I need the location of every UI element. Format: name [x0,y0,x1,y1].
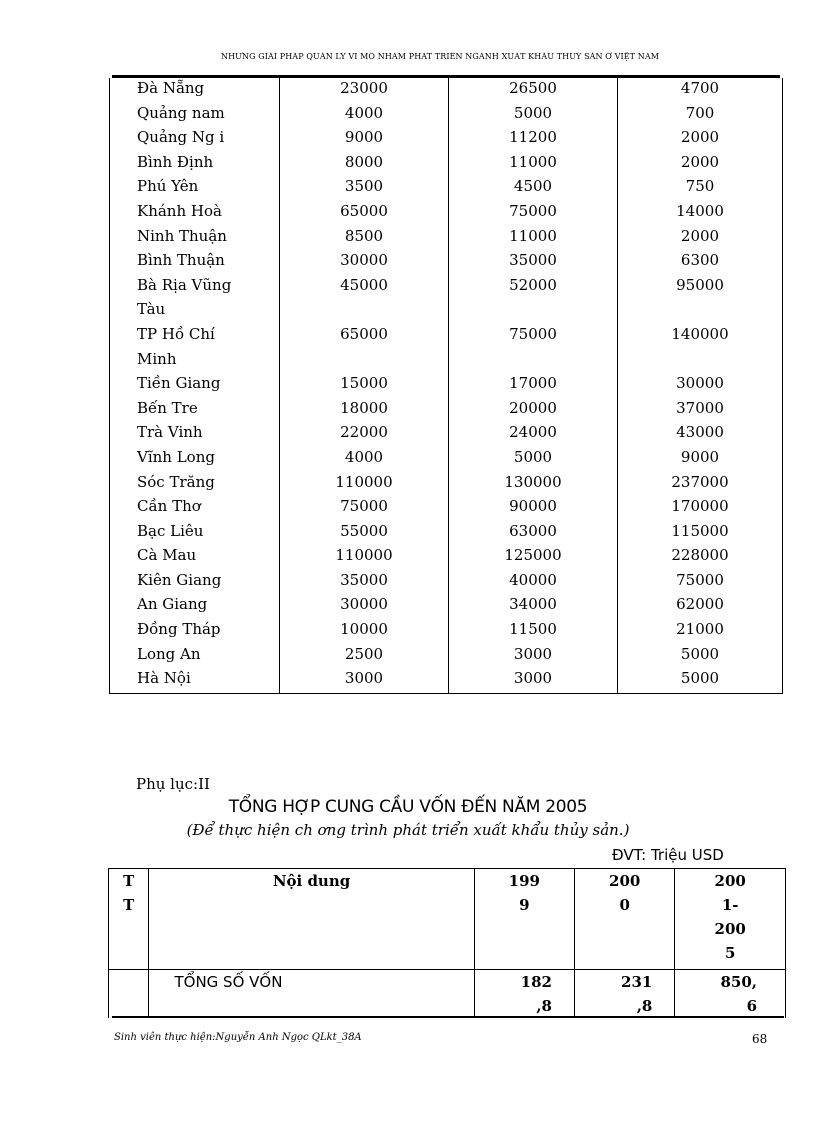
value-col-3: 21000 [618,619,783,644]
province-name: Quảng nam [110,103,280,128]
value-col-2: 11200 [449,127,618,152]
province-name: Kiên Giang [110,570,280,595]
header-tt-line: T [123,872,135,890]
value-col-1: 2500 [280,644,449,669]
table-row [110,152,783,177]
unit-label: ĐVT: Triệu USD [612,846,724,864]
total-value-line: 850, [720,973,757,991]
header-year-line: 200 [714,920,746,938]
value-col-3: 37000 [618,398,783,423]
value-col-3: 75000 [618,570,783,595]
province-name: Phú Yên [110,176,280,201]
value-col-3: 140000 [618,324,783,349]
value-col-3: 30000 [618,373,783,398]
value-col-2: 11500 [449,619,618,644]
province-table [109,78,783,694]
province-name: Bình Thuận [110,250,280,275]
province-name: Tàu [110,299,280,324]
value-col-2: 20000 [449,398,618,423]
value-col-1: 110000 [280,472,449,497]
value-col-1: 110000 [280,545,449,570]
province-name: Vĩnh Long [110,447,280,472]
total-capital-row [109,970,786,1019]
total-tt [109,970,149,1019]
province-name: Đà Nẵng [110,78,280,103]
header-year-1999 [474,869,574,970]
value-col-3: 14000 [618,201,783,226]
value-col-3: 43000 [618,422,783,447]
value-col-2: 52000 [449,275,618,300]
province-name: Long An [110,644,280,669]
value-col-2: 40000 [449,570,618,595]
header-content [149,869,474,970]
value-col-1: 45000 [280,275,449,300]
value-col-1: 3500 [280,176,449,201]
value-col-3: 62000 [618,594,783,619]
appendix-title: TỔNG HỢP CUNG CẦU VỐN ĐẾN NĂM 2005 [228,797,588,817]
value-col-3 [618,299,783,324]
table-row [110,226,783,251]
value-col-1: 15000 [280,373,449,398]
header-year-2000 [574,869,674,970]
value-col-2: 11000 [449,152,618,177]
table-row [110,201,783,226]
value-col-3 [618,349,783,374]
province-name: Khánh Hoà [110,201,280,226]
table-row [110,299,783,324]
header-year-line: 1- [721,896,739,914]
table-row [110,275,783,300]
appendix-subtitle: (Để thực hiện ch ơng trình phát triển xuất khẩu thủy sản.) [186,821,630,839]
value-col-1: 4000 [280,447,449,472]
table-row [110,447,783,472]
header-year-line: 199 [508,872,540,890]
value-col-1: 65000 [280,201,449,226]
province-name: Ninh Thuận [110,226,280,251]
total-value-line: ,8 [536,997,552,1015]
header-year-line: 200 [609,872,641,890]
table-row [110,570,783,595]
value-col-3: 2000 [618,127,783,152]
value-col-2: 90000 [449,496,618,521]
table-row [110,521,783,546]
province-name: Bình Định [110,152,280,177]
value-col-2: 24000 [449,422,618,447]
province-name: Quảng Ng i [110,127,280,152]
value-col-1: 65000 [280,324,449,349]
footer-divider [112,1016,784,1018]
value-col-3: 237000 [618,472,783,497]
province-name: Sóc Trăng [110,472,280,497]
table-row [110,373,783,398]
province-name: Tiền Giang [110,373,280,398]
value-col-2: 75000 [449,201,618,226]
value-col-3: 9000 [618,447,783,472]
table-row [110,398,783,423]
value-col-2: 5000 [449,447,618,472]
province-name: An Giang [110,594,280,619]
value-col-2: 75000 [449,324,618,349]
province-name: Cần Thơ [110,496,280,521]
value-col-1: 8500 [280,226,449,251]
value-col-3: 6300 [618,250,783,275]
value-col-2: 4500 [449,176,618,201]
province-name: Bạc Liêu [110,521,280,546]
header-tt [109,869,149,970]
table-row [110,496,783,521]
total-1999 [474,970,574,1019]
value-col-3: 228000 [618,545,783,570]
total-value-line: 231 [621,973,653,991]
footer-student: Sinh viên thực hiện:Nguyễn Anh Ngọc QLkt_38A [114,1032,362,1043]
value-col-2: 11000 [449,226,618,251]
province-name: Minh [110,349,280,374]
value-col-1: 9000 [280,127,449,152]
province-name: TP Hồ Chí [110,324,280,349]
value-col-3: 115000 [618,521,783,546]
total-value-line: 182 [520,973,552,991]
header-year-2001-2005 [675,869,786,970]
value-col-2: 35000 [449,250,618,275]
header-year-line: 200 [714,872,746,890]
capital-table [108,868,786,1018]
table-row [110,78,783,103]
total-label-text: TỔNG SỐ VỐN [174,973,283,991]
table-row [110,594,783,619]
appendix-label: Phụ lục:II [136,775,210,793]
value-col-2: 5000 [449,103,618,128]
value-col-2 [449,349,618,374]
value-col-3: 2000 [618,226,783,251]
value-col-3: 95000 [618,275,783,300]
province-name: Bến Tre [110,398,280,423]
value-col-1: 55000 [280,521,449,546]
table-row [110,349,783,374]
value-col-1 [280,349,449,374]
province-name: Hà Nội [110,668,280,693]
value-col-2 [449,299,618,324]
header-tt-line: T [123,896,135,914]
value-col-1 [280,299,449,324]
value-col-2: 125000 [449,545,618,570]
table-row [110,176,783,201]
total-label [149,970,474,1019]
value-col-1: 23000 [280,78,449,103]
value-col-1: 75000 [280,496,449,521]
page-number: 68 [752,1032,768,1046]
table-row [110,422,783,447]
value-col-3: 170000 [618,496,783,521]
value-col-1: 18000 [280,398,449,423]
header-year-line: 5 [724,944,736,962]
value-col-3: 750 [618,176,783,201]
capital-table-header [109,869,786,970]
value-col-2: 26500 [449,78,618,103]
value-col-1: 30000 [280,250,449,275]
running-header: NHỮNG GIẢI PHÁP QUẢN LÝ VĨ MÔ NHẰM PHÁT TRIỂN NGÀNH XUẤT KHẨU THUỶ SẢN Ở VIỆT NAM [220,52,660,61]
table-row [110,472,783,497]
header-year-line: 9 [519,896,530,914]
value-col-3: 2000 [618,152,783,177]
table-row [110,668,783,693]
value-col-1: 8000 [280,152,449,177]
value-col-1: 4000 [280,103,449,128]
total-value-line: 6 [746,997,757,1015]
value-col-1: 30000 [280,594,449,619]
total-2000 [574,970,674,1019]
province-name: Đồng Tháp [110,619,280,644]
table-row [110,103,783,128]
value-col-3: 5000 [618,644,783,669]
value-col-1: 3000 [280,668,449,693]
value-col-2: 63000 [449,521,618,546]
table-row [110,545,783,570]
value-col-3: 700 [618,103,783,128]
value-col-3: 4700 [618,78,783,103]
value-col-1: 35000 [280,570,449,595]
total-value-line: ,8 [636,997,653,1015]
province-name: Bà Rịa Vũng [110,275,280,300]
value-col-2: 130000 [449,472,618,497]
total-2001-2005 [675,970,786,1019]
table-row [110,644,783,669]
value-col-2: 34000 [449,594,618,619]
value-col-2: 3000 [449,668,618,693]
value-col-1: 22000 [280,422,449,447]
value-col-1: 10000 [280,619,449,644]
province-name: Trà Vinh [110,422,280,447]
table-row [110,250,783,275]
table-row [110,324,783,349]
value-col-2: 17000 [449,373,618,398]
table-row [110,619,783,644]
header-year-line: 0 [619,896,630,914]
value-col-2: 3000 [449,644,618,669]
header-content-label: Nội dung [272,872,351,890]
table-row [110,127,783,152]
value-col-3: 5000 [618,668,783,693]
province-name: Cà Mau [110,545,280,570]
